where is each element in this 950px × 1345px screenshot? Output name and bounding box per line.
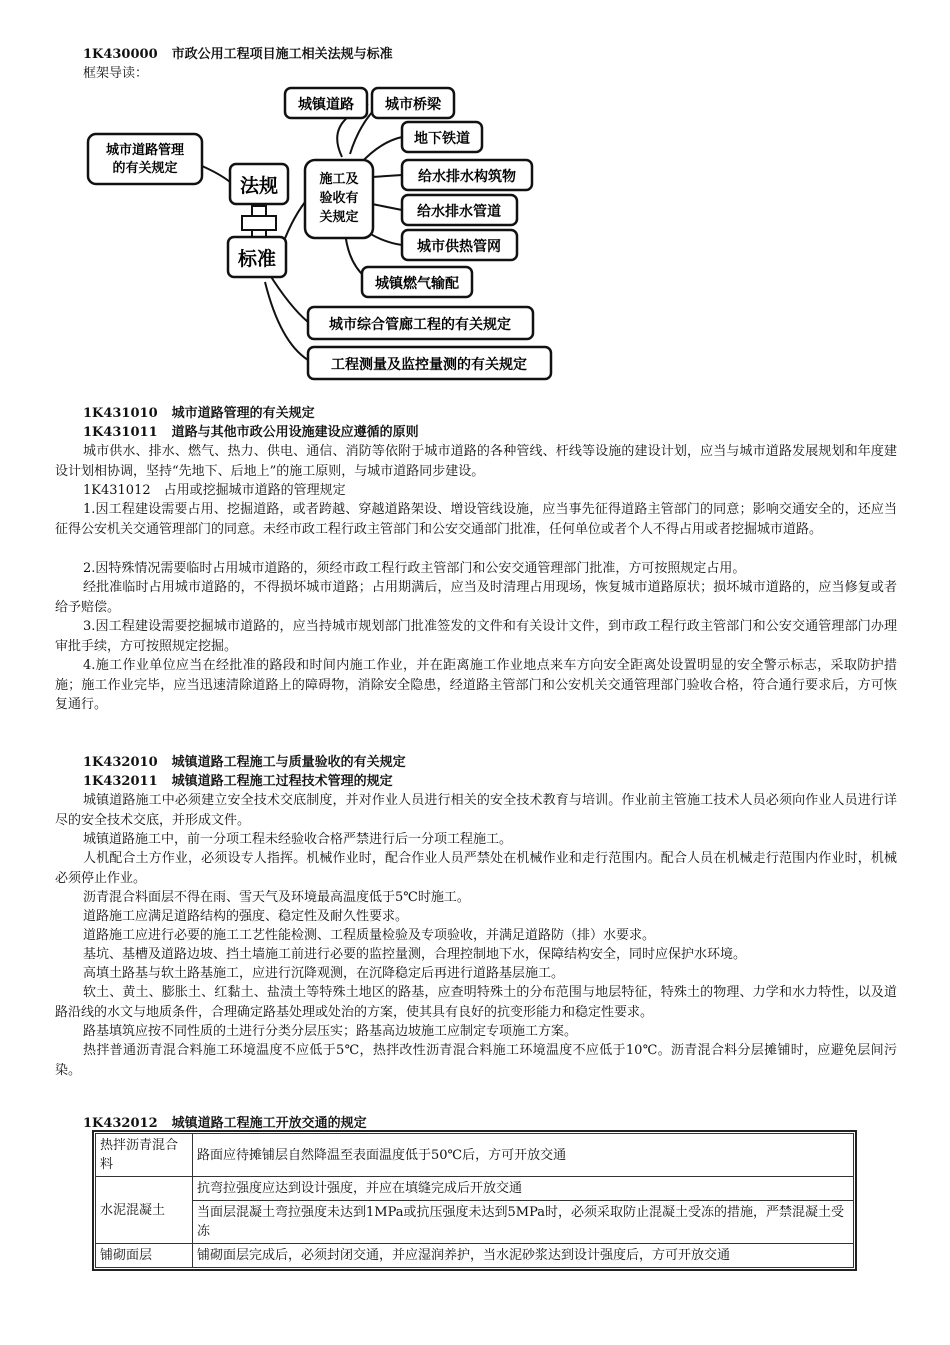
connector-extra2 <box>265 282 308 360</box>
section2-sub-code: 1K432011 <box>83 774 158 789</box>
section2-para-9: 软土、黄土、膨胀土、红黏土、盐渍土等特殊土地区的路基，应查明特殊土的分布范围与地层特征，特殊土的物理、力学和水力特性，以及道路沿线的水文与地质条件，合理确定路基处理或处治的方案，使其具有良好的抗变形能力和稳定性要求。 <box>55 985 897 1020</box>
section2-para-5: 道路施工应满足道路结构的强度、稳定性及耐久性要求。 <box>83 909 409 924</box>
plus-icon <box>242 206 276 240</box>
extra-label-1: 城市综合管廊工程的有关规定 <box>329 317 511 333</box>
table-row <box>96 1244 854 1268</box>
section2-code: 1K432010 <box>83 755 158 770</box>
extra-label-2: 工程测量及监控量测的有关规定 <box>331 357 527 373</box>
connector-extra1 <box>268 272 308 322</box>
chapter-code: 1K430000 <box>83 47 158 62</box>
section1-title: 城市道路管理的有关规定 <box>171 406 315 421</box>
table-row <box>96 1201 854 1244</box>
law-label: 法规 <box>239 175 279 197</box>
center-line2: 验收有 <box>319 191 359 206</box>
section1-para-3: 2.因特殊情况需要临时占用城市道路的，须经市政工程行政主管部门和公安交通管理部门批准，方可按照规定占用。 <box>83 561 746 576</box>
connector-left <box>202 166 230 182</box>
section2-para-8: 高填土路基与软土路基施工，应进行沉降观测，在沉降稳定后再进行道路基层施工。 <box>83 966 565 981</box>
section1-sub-code: 1K431011 <box>83 425 158 440</box>
framework-label: 框架导读： <box>83 66 149 81</box>
left-box-line1: 城市道路管理 <box>105 143 185 158</box>
row-key: 水泥混凝土 <box>96 1177 193 1244</box>
section2-para-10: 路基填筑应按不同性质的土进行分类分层压实；路基高边坡施工应制定专项施工方案。 <box>83 1024 578 1039</box>
branch-heat: 城市供热管网 <box>417 239 501 255</box>
center-line1: 施工及 <box>319 172 359 187</box>
section3-heading <box>83 1114 367 1133</box>
branch-gas: 城镇燃气输配 <box>375 276 459 292</box>
framework-diagram <box>80 82 560 387</box>
branch-water-pipe: 给水排水管道 <box>417 204 501 220</box>
section2-para-4: 沥青混合料面层不得在雨、雪天气及环境最高温度低于5℃时施工。 <box>83 890 470 905</box>
section1-para-4: 经批准临时占用城市道路的，不得损坏城市道路；占用期满后，应当及时清理占用现场，恢复城市道路原状；损坏城市道路的，应当修复或者给予赔偿。 <box>55 580 897 615</box>
section3-title: 城镇道路工程施工开放交通的规定 <box>171 1116 367 1131</box>
section2-sub-title: 城镇道路工程施工过程技术管理的规定 <box>171 774 393 789</box>
section1-code: 1K431010 <box>83 406 158 421</box>
chapter-heading <box>83 45 393 64</box>
section1-sub-heading <box>83 423 419 442</box>
section3-code: 1K432012 <box>83 1116 158 1131</box>
row-key: 热拌沥青混合料 <box>96 1134 193 1177</box>
section2-para-6: 道路施工应进行必要的施工工艺性能检测、工程质量检验及专项验收，并满足道路防（排）水要求。 <box>83 928 656 943</box>
table-row <box>96 1134 854 1177</box>
branch-metro: 地下铁道 <box>414 131 470 147</box>
row-value: 铺砌面层完成后，必须封闭交通，并应湿润养护，当水泥砂浆达到设计强度后，方可开放交通 <box>193 1244 854 1268</box>
row-value: 抗弯拉强度应达到设计强度，并应在填缝完成后开放交通 <box>193 1177 854 1201</box>
standard-label: 标准 <box>237 248 277 270</box>
row-key: 铺砌面层 <box>96 1244 193 1268</box>
connector-water-pipe <box>372 204 402 210</box>
section2-para-1: 城镇道路施工中必须建立安全技术交底制度，并对作业人员进行相关的安全技术教育与培训。作业前主管施工技术人员必须向作业人员进行详尽的安全技术交底，并形成文件。 <box>55 793 897 828</box>
section1-para-5: 3.因工程建设需要挖掘城市道路的，应当持城市规划部门批准签发的文件和有关设计文件，到市政工程行政主管部门和公安交通管理部门办理审批手续，方可按照规定挖掘。 <box>55 619 897 654</box>
chapter-title: 市政公用工程项目施工相关法规与标准 <box>171 47 393 62</box>
row-value: 路面应待摊铺层自然降温至表面温度低于50℃后，方可开放交通 <box>193 1134 854 1177</box>
section1-para-6: 4.施工作业单位应当在经批准的路段和时间内施工作业，并在距离施工作业地点来车方向安全距离处设置明显的安全警示标志，采取防护措施；施工作业完毕，应当迅速清除道路上的障碍物，消除安全隐患，经道路主管部门和公安机关交通管理部门验收合格，符合通行要求后，方可恢复通行。 <box>55 658 897 712</box>
section1-sub-title: 道路与其他市政公用设施建设应遵循的原则 <box>171 425 419 440</box>
section1-para-1: 城市供水、排水、燃气、热力、供电、通信、消防等依附于城市道路的各种管线、杆线等设施的建设计划，应当与城市道路发展规划和年度建设计划相协调，坚持“先地下、后地上”的施工原则，与城市道路同步建设。 <box>55 444 897 479</box>
table-row <box>96 1177 854 1201</box>
connector-water-struct <box>372 175 402 177</box>
branch-water-struct: 给水排水构筑物 <box>418 169 516 185</box>
traffic-open-table <box>95 1133 854 1268</box>
section2-para-11: 热拌普通沥青混合料施工环境温度不应低于5℃，热拌改性沥青混合料施工环境温度不应低于10℃。沥青混合料分层摊铺时，应避免层间污染。 <box>55 1043 897 1078</box>
branch-bridge: 城市桥梁 <box>385 97 441 113</box>
section2-heading <box>83 753 406 772</box>
row-value: 当面层混凝土弯拉强度未达到1MPa或抗压强度未达到5MPa时，必须采取防止混凝土受冻的措施，严禁混凝土受冻 <box>193 1201 854 1244</box>
section1-heading <box>83 404 315 423</box>
section2-para-2: 城镇道路施工中，前一分项工程未经验收合格严禁进行后一分项工程施工。 <box>83 832 513 847</box>
section1-sub-heading-2: 1K431012 占用或挖掘城市道路的管理规定 <box>83 483 346 498</box>
section2-para-3: 人机配合土方作业，必须设专人指挥。机械作业时，配合作业人员严禁处在机械作业和走行范围内。配合人员在机械走行范围内作业时，机械必须停止作业。 <box>55 851 897 886</box>
branch-road: 城镇道路 <box>298 97 354 113</box>
section2-title: 城镇道路工程施工与质量验收的有关规定 <box>171 755 406 770</box>
left-box-line2: 的有关规定 <box>112 161 178 176</box>
section2-para-7: 基坑、基槽及道路边坡、挡土墙施工前进行必要的监控量测，合理控制地下水，保障结构安全，同时应保护水环境。 <box>83 947 747 962</box>
section2-sub-heading <box>83 772 393 791</box>
section1-para-2: 1.因工程建设需要占用、挖掘道路，或者跨越、穿越道路架设、增设管线设施，应当事先征得道路主管部门的同意；影响交通安全的，还应当征得公安机关交通管理部门的同意。未经市政工程行政主管部门和公安交通部门批准，任何单位或者个人不得占用或者挖掘城市道路。 <box>55 502 897 537</box>
center-line3: 关规定 <box>319 210 359 225</box>
left-box <box>88 134 202 184</box>
